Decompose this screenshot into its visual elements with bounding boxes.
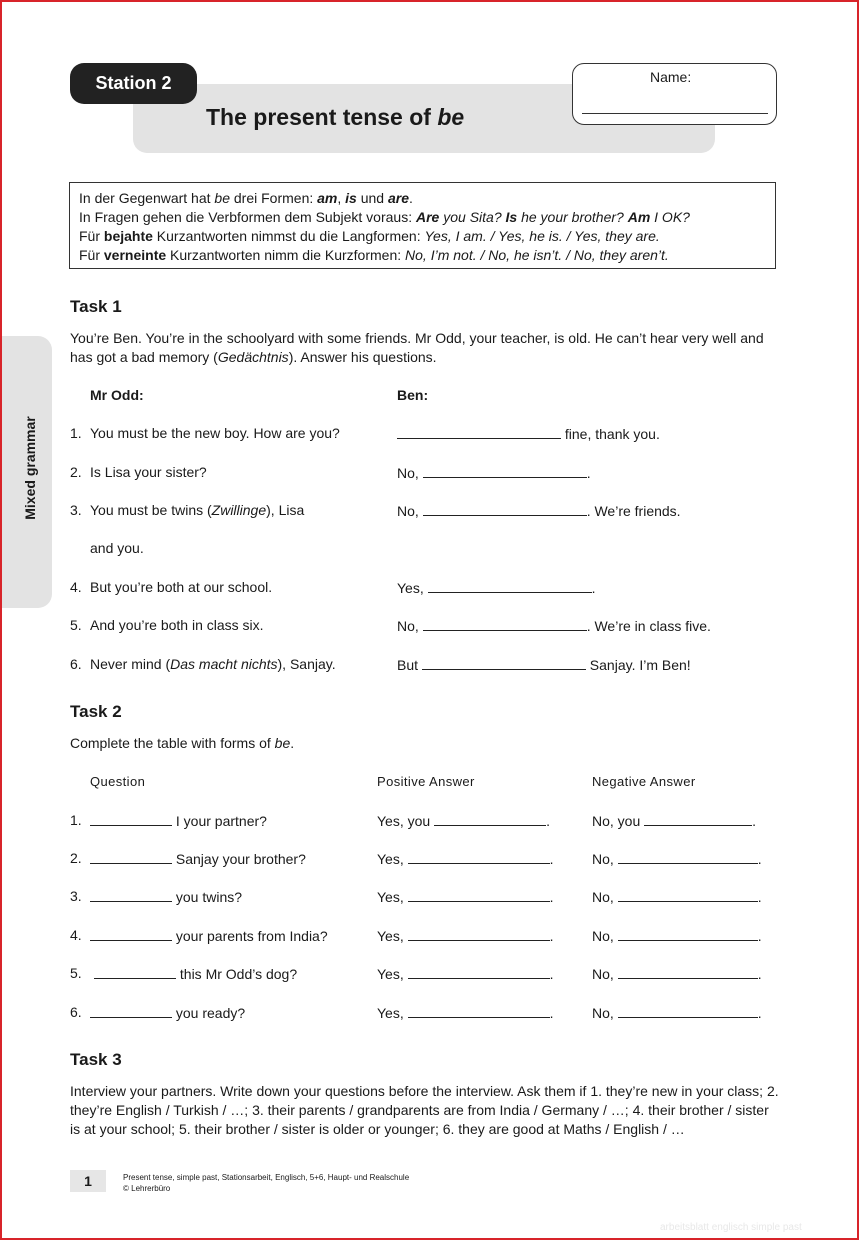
- col-header-negative: Negative Answer: [592, 774, 696, 789]
- task2-positive: Yes, .: [377, 966, 554, 982]
- col-header-mr-odd: Mr Odd:: [90, 387, 144, 403]
- question-blank[interactable]: [90, 888, 172, 902]
- station-badge: Station 2: [70, 63, 197, 104]
- name-field-line[interactable]: [582, 113, 768, 114]
- task2-question: you twins?: [90, 888, 242, 905]
- task1-question: You must be the new boy. How are you?: [90, 425, 340, 441]
- info-line-2: In Fragen gehen die Verbformen dem Subjekt voraus: Are you Sita? Is he your brother? Am I OK?: [79, 209, 690, 225]
- task1-question: You must be twins (Zwillinge), Lisa: [90, 502, 305, 518]
- positive-blank[interactable]: [408, 1004, 550, 1018]
- task2-negative: No, you .: [592, 813, 757, 829]
- question-blank[interactable]: [90, 812, 172, 826]
- task1-answer: Yes, .: [397, 580, 596, 596]
- info-line-3: Für bejahte Kurzantworten nimmst du die Langformen: Yes, I am. / Yes, he is. / Yes, they are.: [79, 228, 660, 244]
- task2-negative: No, .: [592, 1005, 762, 1021]
- negative-blank[interactable]: [618, 927, 758, 941]
- info-line-1: In der Gegenwart hat be drei Formen: am, is und are.: [79, 190, 413, 206]
- positive-blank[interactable]: [408, 888, 550, 902]
- answer-blank[interactable]: [397, 425, 561, 439]
- task1-answer: No, .: [397, 465, 591, 481]
- info-line-4: Für verneinte Kurzantworten nimm die Kurzformen: No, I’m not. / No, he isn’t. / No, they aren’t.: [79, 247, 669, 263]
- answer-blank[interactable]: [422, 656, 586, 670]
- positive-blank[interactable]: [408, 850, 550, 864]
- info-box: [69, 182, 776, 269]
- question-blank[interactable]: [90, 927, 172, 941]
- task2-intro: Complete the table with forms of be.: [70, 735, 295, 751]
- task1-question: Never mind (Das macht nichts), Sanjay.: [90, 656, 336, 672]
- negative-blank[interactable]: [618, 1004, 758, 1018]
- side-tab-label: Mixed grammar: [22, 416, 38, 520]
- task2-negative: No, .: [592, 851, 762, 867]
- page-number: 1: [70, 1170, 106, 1192]
- task2-question: Sanjay your brother?: [90, 850, 306, 867]
- watermark: arbeitsblatt englisch simple past: [660, 1222, 802, 1233]
- negative-blank[interactable]: [618, 888, 758, 902]
- task2-positive: Yes, .: [377, 851, 554, 867]
- task3-text: Interview your partners. Write down your questions before the interview. Ask them if 1. they’re new in your class; 2. they’re English / Turkish / …; 3. their parents / grandparents are from India / Germany / …; 4. their brother / sister is at your school; 5. their brother / sister is older or younger; 6. they are good at Maths / English / …: [70, 1083, 779, 1137]
- question-blank[interactable]: [90, 1004, 172, 1018]
- task2-positive: Yes, .: [377, 889, 554, 905]
- task1-answer: No, . We’re friends.: [397, 503, 681, 519]
- task2-num: 1.: [70, 812, 82, 828]
- task2-positive: Yes, you .: [377, 813, 550, 829]
- question-blank[interactable]: [90, 850, 172, 864]
- task1-question: Is Lisa your sister?: [90, 464, 207, 480]
- page-title: The present tense of be: [206, 104, 465, 130]
- answer-blank[interactable]: [428, 579, 592, 593]
- task1-intro: You’re Ben. You’re in the schoolyard with some friends. Mr Odd, your teacher, is old. He can’t hear very well and has got a bad memory (Gedächtnis). Answer his questions.: [70, 330, 764, 365]
- task3-heading: Task 3: [70, 1050, 122, 1069]
- answer-blank[interactable]: [423, 617, 587, 631]
- task2-question: this Mr Odd’s dog?: [94, 965, 297, 982]
- task2-question: your parents from India?: [90, 927, 328, 944]
- name-label: Name:: [650, 69, 692, 85]
- task2-num: 6.: [70, 1004, 82, 1020]
- task2-positive: Yes, .: [377, 928, 554, 944]
- task2-negative: No, .: [592, 928, 762, 944]
- task1-answer: fine, thank you.: [397, 425, 660, 442]
- negative-blank[interactable]: [644, 812, 752, 826]
- negative-blank[interactable]: [618, 850, 758, 864]
- task2-heading: Task 2: [70, 702, 122, 721]
- task1-num: 1.: [70, 425, 82, 441]
- task2-question: I your partner?: [90, 812, 267, 829]
- col-header-question: Question: [90, 774, 146, 789]
- task2-num: 2.: [70, 850, 82, 866]
- negative-blank[interactable]: [618, 965, 758, 979]
- task1-answer: But Sanjay. I’m Ben!: [397, 657, 691, 673]
- positive-blank[interactable]: [408, 965, 550, 979]
- task1-heading: Task 1: [70, 297, 122, 316]
- question-blank[interactable]: [94, 965, 176, 979]
- footer-text: Present tense, simple past, Stationsarbeit, Englisch, 5+6, Haupt- und Realschule © Lehrerbüro: [123, 1173, 410, 1193]
- task1-question: And you’re both in class six.: [90, 617, 264, 633]
- task1-num: 2.: [70, 464, 82, 480]
- task2-num: 3.: [70, 888, 82, 904]
- task2-num: 5.: [70, 965, 82, 981]
- task2-positive: Yes, .: [377, 1005, 554, 1021]
- task1-answer: No, . We’re in class five.: [397, 618, 711, 634]
- positive-blank[interactable]: [408, 927, 550, 941]
- task1-num: 5.: [70, 617, 82, 633]
- task2-question: you ready?: [90, 1004, 245, 1021]
- positive-blank[interactable]: [434, 812, 546, 826]
- col-header-ben: Ben:: [397, 387, 429, 403]
- task1-num: 3.: [70, 502, 82, 518]
- task2-negative: No, .: [592, 889, 762, 905]
- task1-question: But you’re both at our school.: [90, 579, 273, 595]
- task1-question-cont: and you.: [90, 540, 144, 556]
- task1-num: 4.: [70, 579, 82, 595]
- task2-num: 4.: [70, 927, 82, 943]
- answer-blank[interactable]: [423, 502, 587, 516]
- task1-num: 6.: [70, 656, 82, 672]
- task2-negative: No, .: [592, 966, 762, 982]
- col-header-positive: Positive Answer: [377, 774, 475, 789]
- answer-blank[interactable]: [423, 464, 587, 478]
